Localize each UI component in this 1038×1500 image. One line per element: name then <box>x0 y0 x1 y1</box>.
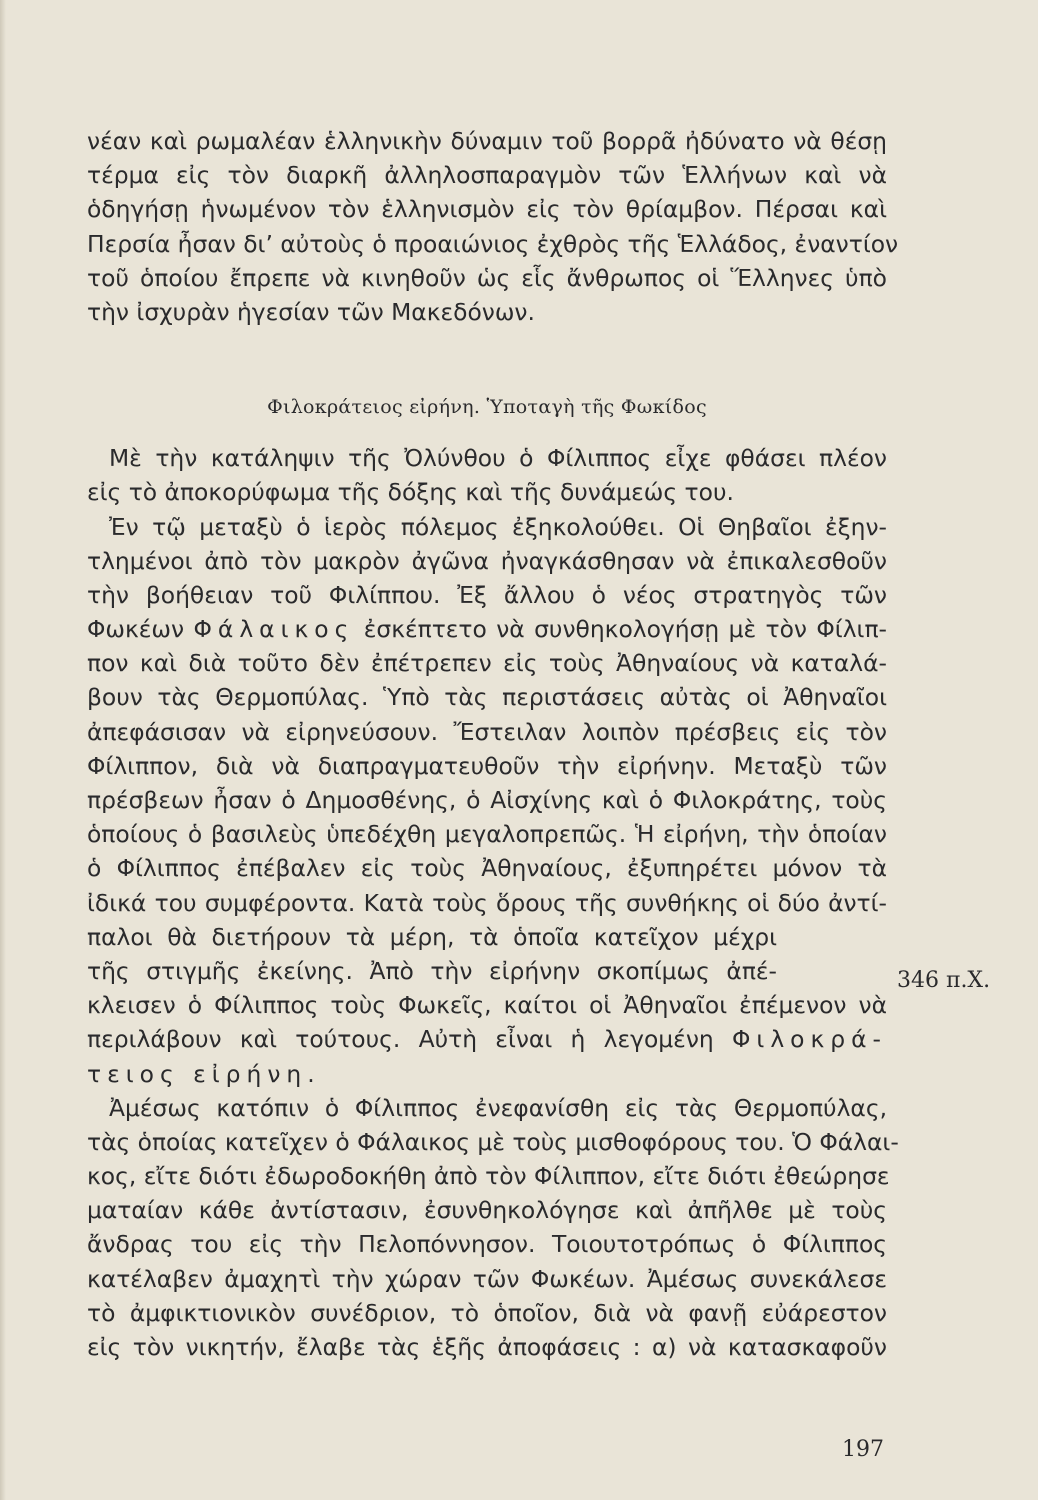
text-line: τὴν ἰσχυρὰν ἡγεσίαν τῶν Μακεδόνων. <box>87 297 535 326</box>
text-line: ματαίαν κάθε ἀντίστασιν, ἐσυνθηκολόγησε καὶ ἀπῆλθε μὲ τοὺς <box>87 1196 887 1225</box>
text-line: τειος εἰρήνη. <box>87 1059 321 1088</box>
text-line: ἀπεφάσισαν νὰ εἰρηνεύσουν. Ἔστειλαν λοιπὸν πρέσβεις εἰς τὸν <box>87 717 887 746</box>
text-segment: ἐσκέπτετο νὰ συνθηκολογήσῃ μὲ τὸν Φίλιπ- <box>354 615 887 644</box>
text-line: τὰς ὁποίας κατεῖχεν ὁ Φάλαικος μὲ τοὺς μισθοφόρους του. Ὁ Φάλαι- <box>87 1127 899 1156</box>
paragraph-2 <box>87 441 887 509</box>
text-line: ὁ Φίλιππος ἐπέβαλεν εἰς τοὺς Ἀθηναίους, ἐξυπηρέτει μόνον τὰ <box>87 854 887 883</box>
text-line <box>87 1022 887 1056</box>
text-segment: Φωκέων <box>87 615 194 644</box>
paragraph-4 <box>87 1091 899 1365</box>
text-line: Μὲ τὴν κατάληψιν τῆς Ὀλύνθου ὁ Φίλιππος εἶχε φθάσει πλέον <box>109 444 887 473</box>
text-line: νέαν καὶ ρωμαλέαν ἑλληνικὴν δύναμιν τοῦ βορρᾶ ἠδύνατο νὰ θέσῃ <box>87 127 887 155</box>
margin-date-note: 346 π.Χ. <box>897 968 991 993</box>
text-line <box>87 612 887 646</box>
spaced-name: Φιλοκρά- <box>732 1025 887 1054</box>
page-number: 197 <box>842 1437 884 1462</box>
text-line: κατέλαβεν ἀμαχητὶ τὴν χώραν τῶν Φωκέων. Ἀμέσως συνεκάλεσε <box>87 1264 887 1293</box>
text-line: τὸ ἀμφικτιονικὸν συνέδριον, τὸ ὁποῖον, διὰ νὰ φανῇ εὐάρεστον <box>87 1298 887 1327</box>
text-line: Ἀμέσως κατόπιν ὁ Φίλιππος ἐνεφανίσθη εἰς τὰς Θερμοπύλας, <box>109 1093 887 1122</box>
page-edge-shadow <box>0 0 6 1500</box>
text-line: ὁδηγήσῃ ἡνωμένον τὸν ἑλληνισμὸν εἰς τὸν θρίαμβον. Πέρσαι καὶ <box>87 195 887 224</box>
text-line: βουν τὰς Θερμοπύλας. Ὑπὸ τὰς περιστάσεις αὐτὰς οἱ Ἀθηναῖοι <box>87 683 887 712</box>
text-line: ἄνδρας του εἰς τὴν Πελοπόννησον. Τοιουτοτρόπως ὁ Φίλιππος <box>87 1230 887 1259</box>
text-line: τὴν βοήθειαν τοῦ Φιλίππου. Ἐξ ἄλλου ὁ νέος στρατηγὸς τῶν <box>87 580 887 609</box>
text-line: εἰς τὸν νικητήν, ἔλαβε τὰς ἑξῆς ἀποφάσεις : α) νὰ κατασκαφοῦν <box>87 1333 887 1361</box>
text-line: κος, εἴτε διότι ἐδωροδοκήθη ἀπὸ τὸν Φίλιππον, εἴτε διότι ἐθεώρησε <box>87 1162 890 1191</box>
body-text <box>87 124 899 1364</box>
text-line: πον καὶ διὰ τοῦτο δὲν ἐπέτρεπεν εἰς τοὺς Ἀθηναίους νὰ καταλά- <box>87 649 887 678</box>
section-heading: Φιλοκράτειος εἰρήνη. Ὑποταγὴ τῆς Φωκίδος <box>267 396 707 419</box>
text-line: τέρμα εἰς τὸν διαρκῆ ἀλληλοσπαραγμὸν τῶν Ἑλλήνων καὶ νὰ <box>87 161 887 190</box>
text-line: εἰς τὸ ἀποκορύφωμα τῆς δόξης καὶ τῆς δυνάμεώς του. <box>87 478 734 507</box>
text-line: κλεισεν ὁ Φίλιππος τοὺς Φωκεῖς, καίτοι οἱ Ἀθηναῖοι ἐπέμενον νὰ <box>87 991 887 1020</box>
text-line: τοῦ ὁποίου ἔπρεπε νὰ κινηθοῦν ὡς εἷς ἄνθρωπος οἱ Ἕλληνες ὑπὸ <box>87 263 887 292</box>
text-line: Φίλιππον, διὰ νὰ διαπραγματευθοῦν τὴν εἰρήνην. Μεταξὺ τῶν <box>87 751 887 780</box>
text-segment: περιλάβουν καὶ τούτους. Αὐτὴ εἶναι ἡ λεγομένη <box>87 1025 733 1054</box>
text-line: τῆς στιγμῆς ἐκείνης. Ἀπὸ τὴν εἰρήνην σκοπίμως ἀπέ- <box>87 956 777 985</box>
text-line: Περσία ἦσαν δι’ αὐτοὺς ὁ προαιώνιος ἐχθρὸς τῆς Ἑλλάδος, ἐναντίον <box>87 229 899 258</box>
text-line: ὁποίους ὁ βασιλεὺς ὑπεδέχθη μεγαλοπρεπῶς. Ἡ εἰρήνη, τὴν ὁποίαν <box>87 820 887 849</box>
text-line: πρέσβεων ἦσαν ὁ Δημοσθένης, ὁ Αἰσχίνης καὶ ὁ Φιλοκράτης, τοὺς <box>87 786 887 814</box>
text-line: παλοι θὰ διετήρουν τὰ μέρη, τὰ ὁποῖα κατεῖχον μέχρι <box>87 922 777 951</box>
text-line: ἰδικά του συμφέροντα. Κατὰ τοὺς ὅρους τῆς συνθήκης οἱ δύο ἀντί- <box>87 888 887 917</box>
spaced-name: Φάλαικος <box>193 615 355 644</box>
paragraph-1 <box>87 124 899 329</box>
paragraph-3 <box>87 510 887 1091</box>
text-line: Ἐν τῷ μεταξὺ ὁ ἱερὸς πόλεμος ἐξηκολούθει. Οἱ Θηβαῖοι ἐξην- <box>109 512 887 541</box>
text-line: τλημένοι ἀπὸ τὸν μακρὸν ἀγῶνα ἠναγκάσθησαν νὰ ἐπικαλεσθοῦν <box>87 546 887 575</box>
